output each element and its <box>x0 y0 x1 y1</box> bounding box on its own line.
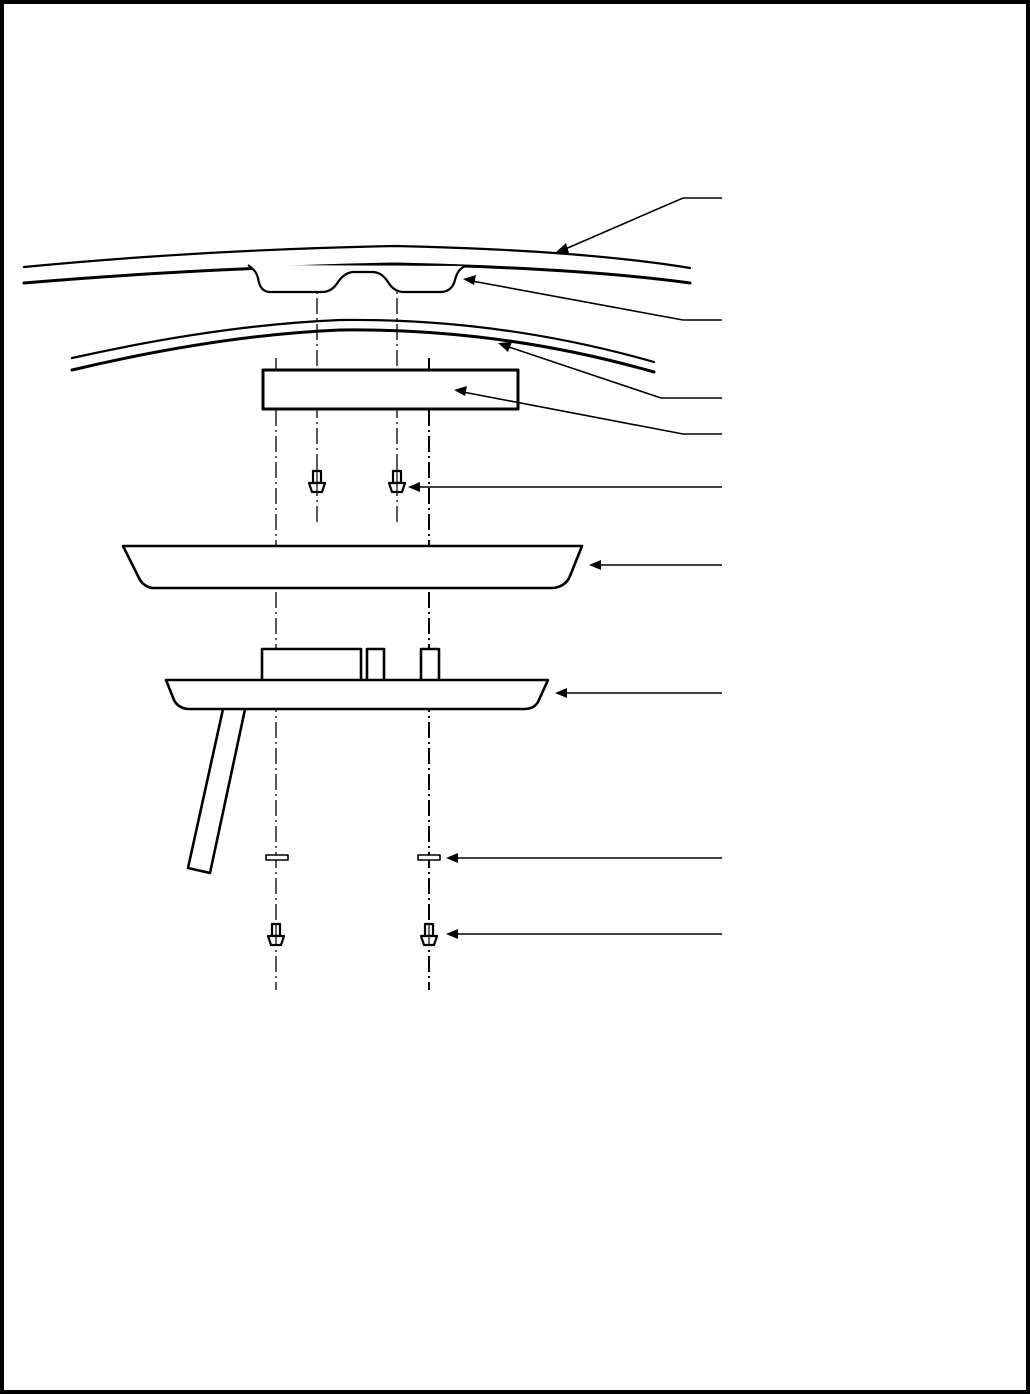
callout-9-leader <box>446 929 722 939</box>
callout-8-leader <box>446 853 722 863</box>
base-boss-large <box>262 649 361 681</box>
upper-screws <box>309 471 405 492</box>
outer-roof-panel <box>24 246 690 283</box>
callout-6-leader <box>589 560 722 570</box>
callout-5-leader <box>408 482 722 492</box>
lower-screws <box>268 924 437 945</box>
lower-screw-left <box>268 924 284 945</box>
upper-screw-left <box>309 471 325 492</box>
base-boss-small <box>367 649 384 681</box>
washer-right <box>418 855 440 860</box>
washer-left <box>266 855 288 860</box>
base-boss-post <box>421 649 439 681</box>
callout-7-leader <box>555 688 722 698</box>
headliner <box>72 320 654 372</box>
callout-1-leader <box>554 198 722 254</box>
washers <box>266 855 440 860</box>
spacer-block <box>263 370 518 409</box>
mounting-base <box>166 649 548 873</box>
base-plate <box>166 680 548 709</box>
lower-screw-right <box>421 924 437 945</box>
trim-bezel <box>123 546 582 588</box>
upper-screw-right <box>389 471 405 492</box>
roof-bow-channel <box>248 265 466 292</box>
support-arm <box>188 700 247 873</box>
